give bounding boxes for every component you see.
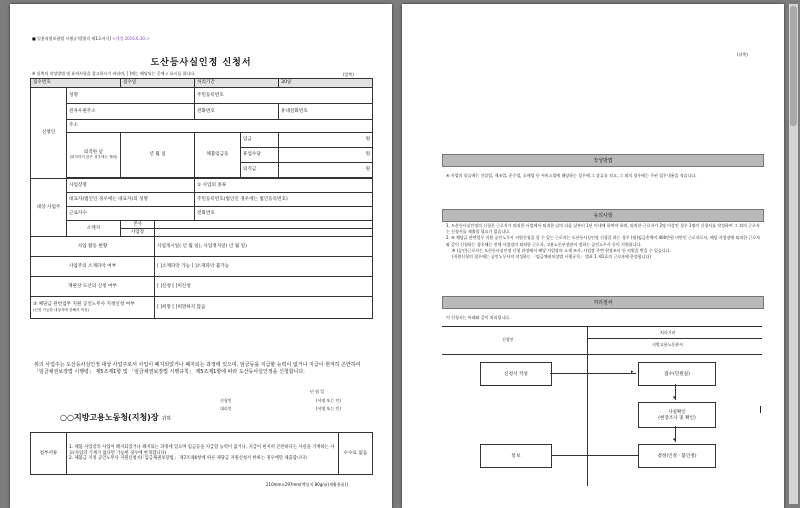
applicant-phone-field[interactable]: 전화번호 [195,104,279,120]
employee-count-field[interactable]: 근로자수 [67,207,195,221]
row-label: 사업 활동 현황 [31,237,155,257]
writing-method-text: ④ 사업의 종류에는 건설업, 제조업, 운수업, 소매업 등 서비스업에 해당하는 경우에 그 종류를 적고, 그 외의 경우에는 주된 업무내용을 적습니다. [446,173,697,178]
location-hq-label: 본사 [121,221,155,229]
unpaid-wage-label: 체불임금등 [195,133,241,178]
retire-date-label: 퇴직한 날 (퇴직하지 않은 경우에는 제외) [67,133,121,178]
location-hq-field[interactable] [155,221,373,229]
application-date: 년 월 일 [310,389,325,394]
arrow-right-icon: ▸ [631,369,634,375]
target-employer-label: 대상 사업주 [31,179,67,237]
receipt-number-cell: 접수번호 [31,79,121,88]
arrow-down-icon: ▾ [673,437,676,443]
note-item: 1. 도산등사실인정의 신청은 근로자가 퇴직한 사업에서 퇴직한 날의 다음 날부터 1년 이내에 하여야 하며, 퇴직한 근로자가 2명 이상인 경우 1명이 신청서를 작성하여 그 외의 근로자는 신청서를 제출할 필요가 없습니다. [446,223,760,235]
employer-location-checkbox[interactable]: [ ]소재파악 가능 [ ]소재파악 불가능 [155,257,373,277]
retire-date-field[interactable]: 년 월 일 [121,133,195,178]
form-header-note: ■ 일용직원보험법 시행규칙[별지 제1호서식] <개정 2016.6.30.> [32,36,150,41]
attachments-table [30,432,373,475]
flow-column-applicant: 신청인 [502,337,514,342]
wage-amount-field[interactable]: 원 [279,133,373,148]
bankruptcy-filing-checkbox[interactable]: [ ]신청 [ ]미신청 [155,277,373,297]
wage-amount-field[interactable]: 원 [279,163,373,178]
wage-row-label: 휴업수당 [241,148,279,163]
page-side-mark: (뒤쪽) [737,52,748,57]
signer-applicant-mark: (서명 또는 인) [316,398,341,403]
processing-period-cell: 처리기간 [195,79,279,88]
flow-column-office: 처리기관 [660,330,676,335]
procedure-header: 처리절차 [442,296,764,309]
applicant-section-label: 신청인 [31,88,67,179]
business-name-field[interactable]: 사업장명 [67,179,195,193]
form-revision: <개정 2016.6.30.> [112,36,150,41]
note-item: (지원신청의 경우에는 공인노무사의 작성하는 「임금채권보장법 시행규칙」 별표 1 제1호의 근로자에 한정합니다) [452,253,651,259]
fee-cell: 수수료 없음 [339,433,373,475]
location-site-label: 사업장 [121,229,155,237]
paper-spec-footer: 210mm×297mm[백상지 80g/㎡(재활용품)] [266,482,348,487]
flow-step-notify: 통보 [480,444,552,468]
row-label: ③ 체당금 관련업무 지원 공인노무사 지정신청 여부 (신청 가능한 대상자에 한해서 작성) [31,297,155,319]
labor-attorney-checkbox[interactable]: [ ]희망 [ ]희망하지 않음 [155,297,373,319]
procedure-intro: 이 신청서는 아래와 같이 처리됩니다. [446,315,511,320]
flow-column-office-sub: 지방고용노동관서 [652,342,683,347]
notes-header: 유의사항 [442,209,764,222]
signer-agent-mark: (서명 또는 인) [316,406,341,411]
row-label: 재판상 도산의 신청 여부 [31,277,155,297]
scrollbar-thumb[interactable] [790,6,797,126]
signer-applicant-label: 신청인 [220,398,232,403]
attachment-item: 2. 체불금 지정 공인노무사 지원신청서(「임금채권보장법」 제7조제6항에 따른 체당금 지원신청서 한하는 경우에만 제출합니다) [69,456,307,462]
row-label: 사업주의 소재파악 여부 [31,257,155,277]
wage-row-label: 퇴직금 [241,163,279,178]
instruction-text: ※ 뒤쪽의 작성방법 및 유의사항을 참고하시기 바라며, [ ]에는 해당되는 곳에 √ 표시를 합니다. [32,71,196,76]
applicant-email-field[interactable]: 전자우편주소 [67,104,195,120]
vertical-scrollbar[interactable] [789,4,798,504]
note-item: 2. ④ 체당금 관련업무 지원 공인노무사 지원신청을 할 수 있는 근로자는 도산등사실인정 신청을 하는 경우 (월)임금총액이 400만원 미만인 근로자로서, 해당 사업장에 퇴직한 근로자와 같이 신청하는 경우에는 전체 사업장의 퇴직한 근로자, 고용노동부장관이 정하는 공인노무사 등이 지원합니다. [446,235,761,247]
arrow-down-icon: ▾ [673,395,676,401]
employer-phone-field[interactable]: 전화번호 [195,207,373,221]
signer-agent-label: 대리인 [220,406,232,411]
representative-field[interactable]: 대표자(법인인 경우에는 대표자)의 성명 [67,193,195,207]
text-cursor-icon: I [759,405,762,416]
document-page-1 [10,4,392,508]
applicant-address-field[interactable]: 주소 [67,120,373,133]
attachment-item: 1. 체불 사업장의 사업이 폐지되었거나 폐지되는 과정에 있으며 임금등을 지급할 능력이 없거나, 지급이 현저히 곤란하다는 사실을 기재하는 자료(사업의 기재가 없다면 가능한 경우에 한정합니다) [69,444,335,456]
applicant-name-field[interactable]: 성명 [67,88,195,104]
flow-step-decide: 결정(인정ㆍ불인정) [638,444,716,468]
applicant-id-field[interactable]: 주민등록번호 [195,88,373,104]
writing-method-header: 작성방법 [442,154,764,167]
location-label: 소재지 [67,221,121,237]
attachments-label: 첨부서류 [31,433,67,475]
declaration-text: 위의 사업주는 도산등사실인정 대상 사업주로서 사업이 폐지되었거나 폐지되는 과정에 있으며, 임금등을 지급할 능력이 없거나 지급이 현저히 곤란하여 「임금채권보장법 시행령」 제5조제1항 및 「임금채권보장법 시행규칙」 제5조제1항에 따라 도산등사실인정을 신청합니다. [34,362,361,376]
office-addressee: ○○지방고용노동청(지청)장 귀하 [60,413,172,422]
attachments-list [67,433,339,475]
document-page-2 [402,4,784,508]
registration-number-field[interactable]: 주민등록번호(법인인 경우에는 법인등록번호) [195,193,373,207]
wage-amount-field[interactable]: 원 [279,148,373,163]
notes-list [446,223,760,260]
flow-step-review: 사실확인 (현장조사 및 확인) [638,402,716,428]
application-form-table [30,78,373,319]
receipt-date-cell: 접수일 [121,79,195,88]
applicant-mobile-field[interactable]: 휴대전화번호 [279,104,373,120]
flow-step-receive: 접수(민원실) [638,362,716,386]
wage-row-label: 임금 [241,133,279,148]
flow-step-submit: 신청서 작성 [480,362,552,386]
business-activity-field[interactable]: 사업개시일( 년 월 일), 사업정지일( 년 월 일) [155,237,373,257]
location-site-field[interactable] [155,229,373,237]
form-title: 도산등사실인정 신청서 [150,58,252,68]
processing-days-cell: 30일 [279,79,373,88]
page-side-mark: (앞쪽) [343,72,354,77]
business-type-field[interactable]: ① 사업의 종류 [195,179,373,193]
note-item: ※ (공인)근로자는 도산등사실인정 신청 과정에서 해당 사업장의 소재 조사, 사업장 주변 현장조사 등 지원을 받을 수 있습니다. [452,247,671,253]
